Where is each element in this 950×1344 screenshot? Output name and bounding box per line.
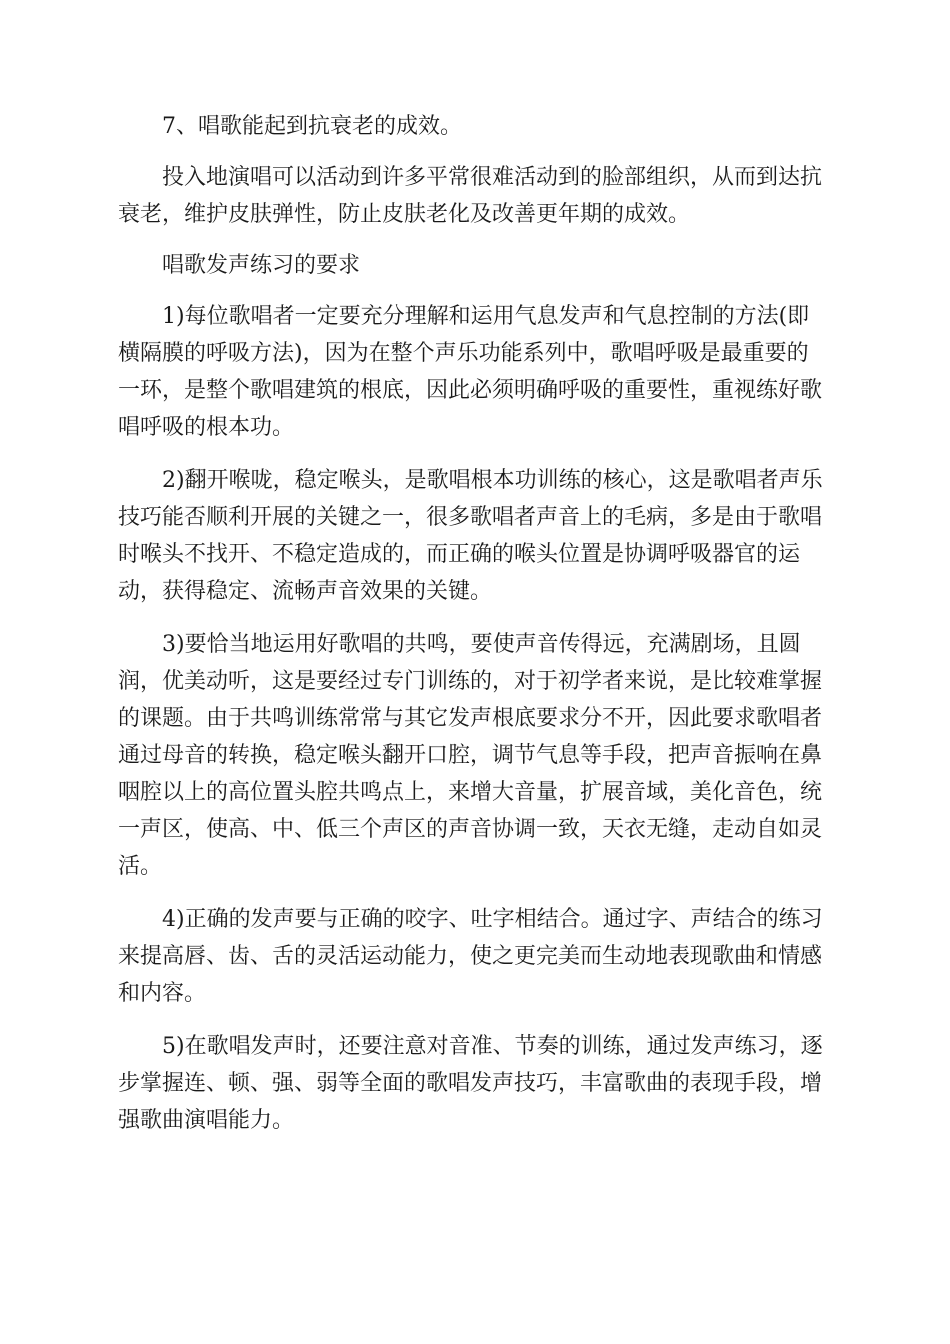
- text-line: 唱呼吸的根本功。: [118, 415, 295, 440]
- text-line: 动，获得稳定、流畅声音效果的关键。: [118, 579, 493, 604]
- document-page: [118, 108, 836, 1139]
- text-line: 2)翻开喉咙，稳定喉头，是歌唱根本功训练的核心，这是歌唱者声乐: [162, 468, 823, 493]
- text-line: 时喉头不找开、不稳定造成的，而正确的喉头位置是协调呼吸器官的运: [118, 542, 801, 567]
- text-line: 活。: [118, 854, 163, 879]
- text-line: 5)在歌唱发声时，还要注意对音准、节奏的训练，通过发声练习，逐: [162, 1034, 823, 1059]
- text-line: 1)每位歌唱者一定要充分理解和运用气息发声和气息控制的方法(即: [162, 304, 810, 329]
- text-line: 4)正确的发声要与正确的咬字、吐字相结合。通过字、声结合的练习: [162, 907, 823, 932]
- text-line: 投入地演唱可以活动到许多平常很难活动到的脸部组织，从而到达抗: [162, 165, 823, 190]
- section-heading: [118, 247, 836, 284]
- text-line: 唱歌发声练习的要求: [162, 253, 361, 278]
- paragraph-point-7: [118, 108, 836, 145]
- text-line: 一环，是整个歌唱建筑的根底，因此必须明确呼吸的重要性，重视练好歌: [118, 378, 823, 403]
- paragraph-requirement-3: [118, 626, 836, 885]
- text-line: 3)要恰当地运用好歌唱的共鸣，要使声音传得远，充满剧场，且圆: [162, 632, 801, 657]
- text-line: 强歌曲演唱能力。: [118, 1108, 295, 1133]
- text-line: 咽腔以上的高位置头腔共鸣点上，来增大音量，扩展音域，美化音色，统: [118, 780, 823, 805]
- text-line: 来提高唇、齿、舌的灵活运动能力，使之更完美而生动地表现歌曲和情感: [118, 944, 823, 969]
- text-line: 润，优美动听，这是要经过专门训练的，对于初学者来说，是比较难掌握: [118, 669, 823, 694]
- text-line: 7、唱歌能起到抗衰老的成效。: [162, 114, 462, 139]
- text-line: 的课题。由于共鸣训练常常与其它发声根底要求分不开，因此要求歌唱者: [118, 706, 823, 731]
- paragraph-requirement-4: [118, 901, 836, 1012]
- paragraph-requirement-1: [118, 298, 836, 446]
- text-line: 横隔膜的呼吸方法)，因为在整个声乐功能系列中，歌唱呼吸是最重要的: [118, 341, 809, 366]
- text-line: 和内容。: [118, 981, 207, 1006]
- text-line: 技巧能否顺利开展的关键之一，很多歌唱者声音上的毛病，多是由于歌唱: [118, 505, 823, 530]
- text-line: 通过母音的转换，稳定喉头翻开口腔，调节气息等手段，把声音振响在鼻: [118, 743, 823, 768]
- paragraph-requirement-5: [118, 1028, 836, 1139]
- text-line: 衰老，维护皮肤弹性，防止皮肤老化及改善更年期的成效。: [118, 202, 691, 227]
- text-line: 步掌握连、顿、强、弱等全面的歌唱发声技巧，丰富歌曲的表现手段，增: [118, 1071, 823, 1096]
- paragraph-requirement-2: [118, 462, 836, 610]
- paragraph-anti-aging: [118, 159, 836, 233]
- text-line: 一声区，使高、中、低三个声区的声音协调一致，天衣无缝，走动自如灵: [118, 817, 823, 842]
